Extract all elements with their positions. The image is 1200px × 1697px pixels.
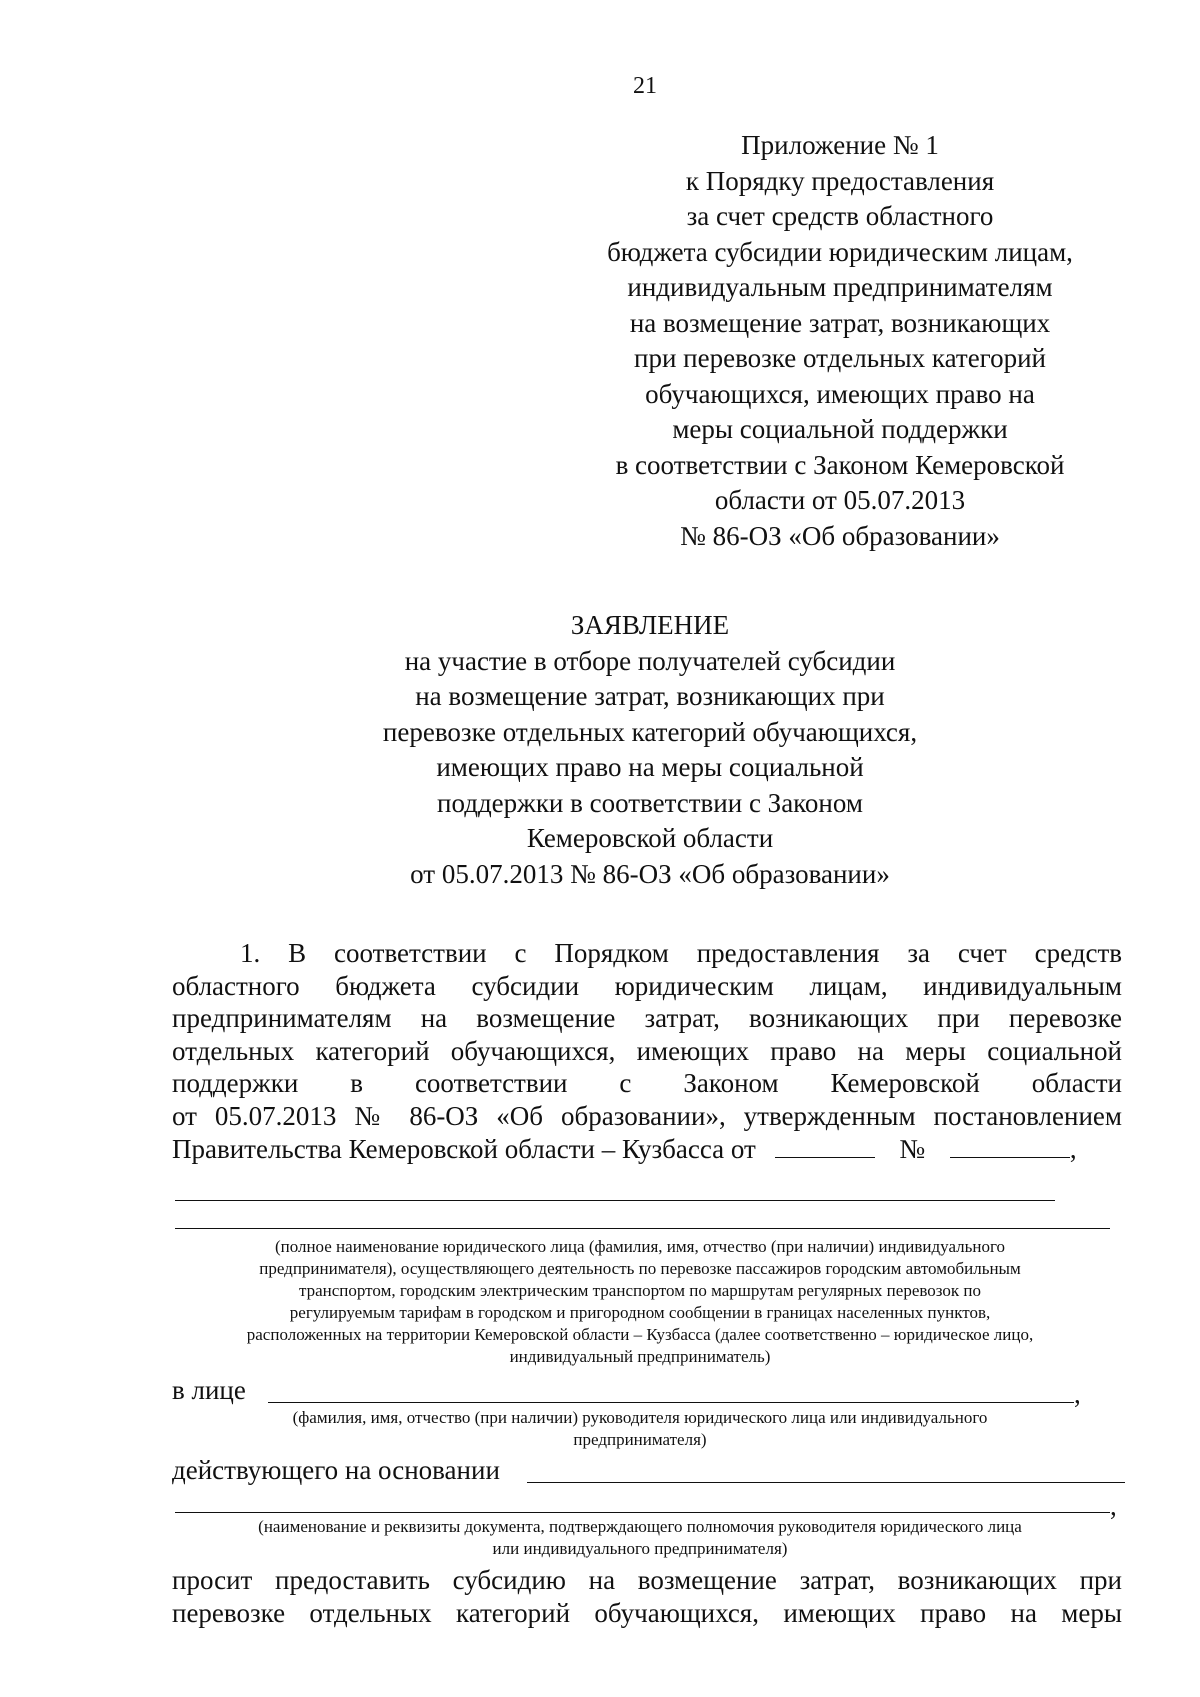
request-paragraph <box>172 1564 1122 1630</box>
note-line: предпринимателя), осуществляющего деятельность по перевозке пассажиров городским автомобильным <box>259 1259 1021 1278</box>
note-line: или индивидуального предпринимателя) <box>492 1539 788 1558</box>
acting-basis-field-line-1[interactable] <box>527 1482 1125 1483</box>
appendix-header <box>590 128 1090 554</box>
trailing-comma: , <box>1069 1133 1077 1164</box>
request-line: перевозке отдельных категорий обучающихся, имеющих право на меры <box>172 1598 1122 1628</box>
acting-basis-comma: , <box>1110 1491 1117 1521</box>
appendix-line: Приложение № 1 <box>741 130 939 160</box>
represented-by-field[interactable] <box>268 1402 1074 1403</box>
note-line: (полное наименование юридического лица (фамилия, имя, отчество (при наличии) индивидуального <box>274 1237 1006 1256</box>
statement-line: поддержки в соответствии с Законом <box>437 787 863 818</box>
appendix-line: меры социальной поддержки <box>672 414 1008 444</box>
appendix-line: № 86-ОЗ «Об образовании» <box>680 520 1000 551</box>
appendix-line: индивидуальным предпринимателям <box>627 272 1053 302</box>
appendix-line: области от 05.07.2013 <box>714 485 966 515</box>
appendix-line: бюджета субсидии юридическим лицам, <box>607 236 1073 267</box>
request-line: просит предоставить субсидию на возмещение затрат, возникающих при <box>172 1565 1122 1595</box>
note-line: индивидуальный предприниматель) <box>509 1347 771 1366</box>
legal-entity-note <box>160 1236 1120 1368</box>
statement-line: от 05.07.2013 № 86-ОЗ «Об образовании» <box>410 858 890 889</box>
page-number: 21 <box>633 73 657 99</box>
note-line: предпринимателя) <box>573 1430 707 1449</box>
statement-title: ЗАЯВЛЕНИЕ <box>570 610 730 640</box>
paragraph-line: областного бюджета субсидии юридическим лицам, индивидуальным <box>172 970 1122 1001</box>
represented-by-comma: , <box>1074 1379 1081 1409</box>
paragraph-line: отдельных категорий обучающихся, имеющих право на меры социальной <box>172 1035 1122 1066</box>
statement-line: перевозке отдельных категорий обучающихся, <box>382 716 918 747</box>
appendix-line: обучающихся, имеющих право на <box>645 378 1035 409</box>
statement-line: на возмещение затрат, возникающих при <box>415 681 885 711</box>
resolution-number-field[interactable] <box>950 1135 1070 1158</box>
statement-line: имеющих право на меры социальной <box>436 752 864 782</box>
paragraph-line: поддержки в соответствии с Законом Кемеровской области <box>172 1068 1122 1099</box>
number-sign: № <box>899 1133 926 1164</box>
appendix-line: на возмещение затрат, возникающих <box>629 307 1051 338</box>
paragraph-line: 1. В соответствии с Порядком предоставления за счет средств <box>240 938 1122 968</box>
statement-line: на участие в отборе получателей субсидии <box>404 645 896 676</box>
acting-basis-label: действующего на основании <box>172 1455 500 1485</box>
note-line: (наименование и реквизиты документа, подтверждающего полномочия руководителя юридического лица <box>258 1517 1022 1536</box>
appendix-line: за счет средств областного <box>686 201 994 231</box>
note-line: расположенных на территории Кемеровской области – Кузбасса (далее соответственно – юридическое лицо, <box>246 1325 1034 1344</box>
appendix-line: в соответствии с Законом Кемеровской <box>615 449 1065 480</box>
resolution-date-field[interactable] <box>775 1135 875 1158</box>
paragraph-last-line-text: Правительства Кемеровской области – Кузбасса от <box>172 1133 756 1164</box>
legal-entity-name-field-line-2[interactable] <box>175 1228 1110 1229</box>
acting-basis-field-line-2[interactable] <box>175 1512 1110 1513</box>
appendix-line: к Порядку предоставления <box>685 165 995 196</box>
statement-line: Кемеровской области <box>526 823 774 853</box>
acting-basis-note <box>160 1516 1120 1560</box>
note-line: (фамилия, имя, отчество (при наличии) руководителя юридического лица или индивидуального <box>292 1408 988 1427</box>
represented-by-label: в лице <box>172 1375 246 1405</box>
legal-entity-name-field-line-1[interactable] <box>175 1200 1055 1201</box>
paragraph-line: от 05.07.2013 № 86-ОЗ «Об образовании», утвержденным постановлением <box>172 1100 1122 1131</box>
paragraph-1 <box>172 937 1122 1165</box>
paragraph-line: предпринимателям на возмещение затрат, возникающих при перевозке <box>172 1003 1122 1034</box>
appendix-line: при перевозке отдельных категорий <box>634 343 1046 373</box>
note-line: регулируемым тарифам в городском и пригородном сообщении в границах населенных пунктов, <box>289 1303 991 1322</box>
note-line: транспортом, городским электрическим транспортом по маршрутам регулярных перевозок по <box>298 1281 982 1300</box>
represented-by-note <box>160 1407 1120 1451</box>
paragraph-last-line <box>172 1133 1122 1166</box>
statement-heading <box>300 608 1000 892</box>
